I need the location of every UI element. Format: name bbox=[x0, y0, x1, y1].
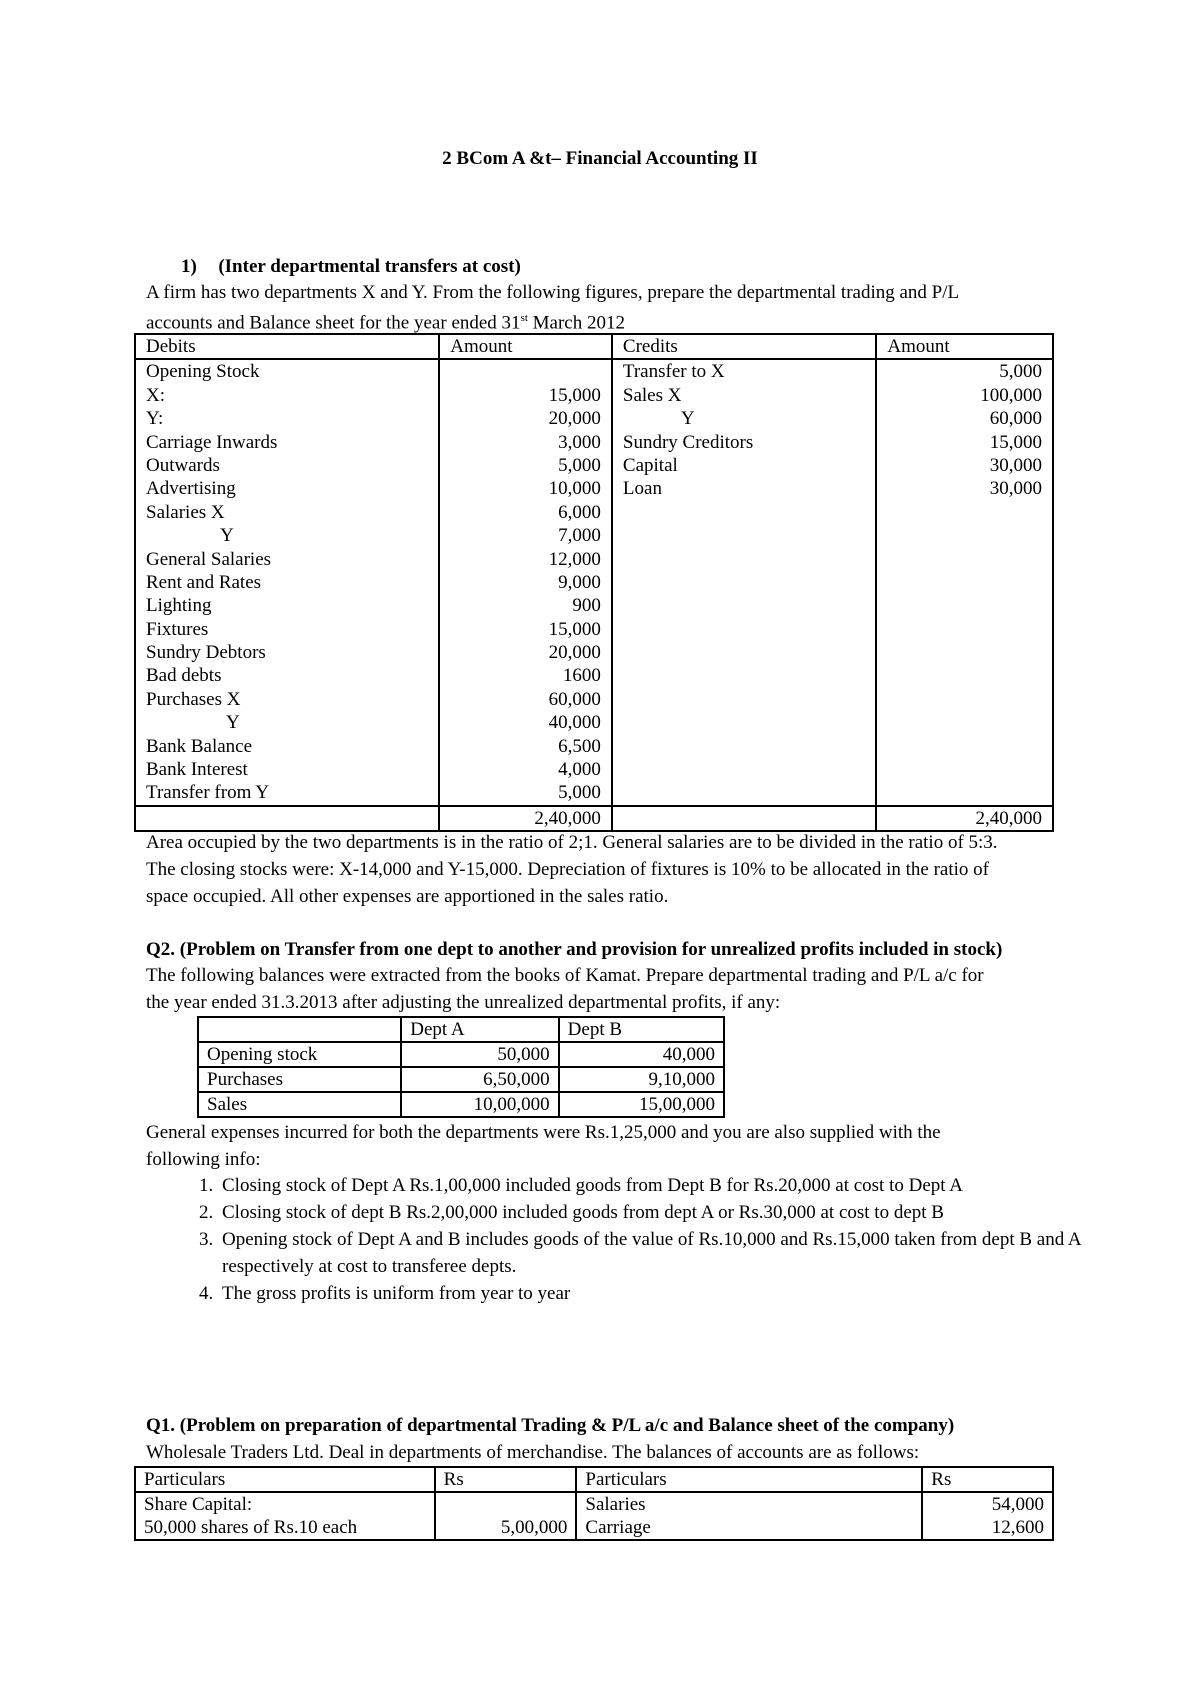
credit-label: Y bbox=[680, 408, 695, 430]
header-rs: Rs bbox=[435, 1467, 577, 1492]
debit-amount: 9,000 bbox=[558, 571, 601, 593]
debit-amount: 5,000 bbox=[558, 782, 601, 804]
credit-amount: 15,000 bbox=[989, 431, 1042, 453]
debit-amount: 40,000 bbox=[548, 712, 601, 734]
debit-amount: 4,000 bbox=[558, 759, 601, 781]
header-blank bbox=[198, 1017, 401, 1042]
total-blank bbox=[612, 806, 876, 831]
row-label: Sales bbox=[198, 1092, 401, 1117]
credit-label: Transfer to X bbox=[622, 361, 725, 383]
row-label: Purchases bbox=[198, 1067, 401, 1092]
list-item: 1. Closing stock of Dept A Rs.1,00,000 included goods from Dept B for Rs.20,000 at cost to Dept A bbox=[218, 1172, 1118, 1199]
header-rs: Rs bbox=[922, 1467, 1053, 1492]
dept-b-value: 40,000 bbox=[559, 1042, 724, 1067]
debit-label: Advertising bbox=[146, 478, 236, 500]
credit-labels bbox=[612, 359, 876, 805]
credit-label: Capital bbox=[622, 454, 678, 476]
credit-amount: 100,000 bbox=[980, 384, 1042, 406]
rs-value bbox=[435, 1492, 577, 1516]
debit-label: Opening Stock bbox=[146, 361, 260, 383]
credit-label: Loan bbox=[622, 478, 662, 500]
particular-label: Salaries bbox=[576, 1492, 922, 1516]
header-dept-b: Dept B bbox=[559, 1017, 724, 1042]
q1-note-line1: Area occupied by the two departments is in the ratio of 2;1. General salaries are to be divided in the ratio of 5:3. bbox=[146, 832, 998, 853]
rs-value: 12,600 bbox=[922, 1516, 1053, 1540]
debit-label: Purchases X bbox=[146, 688, 241, 710]
debit-label: Salaries X bbox=[146, 501, 225, 523]
debit-label: Bank Interest bbox=[146, 759, 248, 781]
table-body-row bbox=[135, 359, 1053, 805]
credit-amount: 60,000 bbox=[989, 408, 1042, 430]
credit-amounts bbox=[876, 359, 1053, 805]
rs-value: 5,00,000 bbox=[435, 1516, 577, 1540]
debit-amount: 5,000 bbox=[558, 454, 601, 476]
rs-value: 54,000 bbox=[922, 1492, 1053, 1516]
total-blank bbox=[135, 806, 439, 831]
q1-heading bbox=[181, 255, 521, 278]
debit-labels bbox=[135, 359, 439, 805]
q1-intro-line1: A firm has two departments X and Y. From the following figures, prepare the departmental trading and P/L bbox=[146, 282, 960, 303]
debit-amount: 15,000 bbox=[548, 618, 601, 640]
total-credit: 2,40,000 bbox=[876, 806, 1053, 831]
debit-amount: 20,000 bbox=[548, 408, 601, 430]
header-particulars: Particulars bbox=[135, 1467, 435, 1492]
list-item: 3. Opening stock of Dept A and B includes goods of the value of Rs.10,000 and Rs.15,000 taken from dept B and A respectively at cost to transferee depts. bbox=[218, 1226, 1118, 1280]
header-amount: Amount bbox=[876, 334, 1053, 359]
header-dept-a: Dept A bbox=[401, 1017, 558, 1042]
debit-label: Fixtures bbox=[146, 618, 209, 640]
debit-label: Transfer from Y bbox=[146, 782, 270, 804]
q1-note-line2: The closing stocks were: X-14,000 and Y-15,000. Depreciation of fixtures is 10% to be allocated in the ratio of bbox=[146, 859, 989, 880]
credit-label: Sales X bbox=[622, 384, 682, 406]
q1-note-line3: space occupied. All other expenses are apportioned in the sales ratio. bbox=[146, 886, 669, 907]
dept-b-value: 15,00,000 bbox=[559, 1092, 724, 1117]
debit-amount: 20,000 bbox=[548, 642, 601, 664]
table-total-row bbox=[135, 806, 1053, 831]
ordinal-suffix: st bbox=[520, 312, 528, 324]
table-row bbox=[198, 1092, 724, 1117]
table-row bbox=[135, 1516, 1053, 1540]
table-header-row bbox=[198, 1017, 724, 1042]
debit-amount: 7,000 bbox=[558, 525, 601, 547]
q2-intro-line2: the year ended 31.3.2013 after adjusting the unrealized departmental profits, if any: bbox=[146, 992, 781, 1013]
dept-a-value: 6,50,000 bbox=[401, 1067, 558, 1092]
debit-amount: 3,000 bbox=[558, 431, 601, 453]
dept-a-value: 10,00,000 bbox=[401, 1092, 558, 1117]
q2-after-line2: following info: bbox=[146, 1149, 261, 1170]
header-amount: Amount bbox=[439, 334, 612, 359]
debit-amount: 1600 bbox=[562, 665, 601, 687]
debit-amount: 10,000 bbox=[548, 478, 601, 500]
table-header-row bbox=[135, 1467, 1053, 1492]
debit-amount: 6,000 bbox=[558, 501, 601, 523]
debit-label: Y bbox=[220, 525, 234, 547]
q1-number: 1) bbox=[181, 256, 197, 277]
q2-heading: Q2. (Problem on Transfer from one dept to another and provision for unrealized profits included in stock) bbox=[146, 939, 1003, 960]
trial-balance-table bbox=[134, 333, 1054, 832]
q2-info-list bbox=[146, 1172, 1118, 1307]
page-title: 2 BCom A &t– Financial Accounting II bbox=[442, 148, 758, 169]
credit-amount: 30,000 bbox=[989, 454, 1042, 476]
debit-label: Bad debts bbox=[146, 665, 222, 687]
table-row bbox=[135, 1492, 1053, 1516]
debit-label: General Salaries bbox=[146, 548, 272, 570]
q2-intro-line1: The following balances were extracted from the books of Kamat. Prepare departmental trading and P/L a/c for bbox=[146, 965, 984, 986]
credit-amount: 5,000 bbox=[999, 361, 1042, 383]
debit-amount: 6,500 bbox=[558, 735, 601, 757]
row-label: Opening stock bbox=[198, 1042, 401, 1067]
q1-intro-line2 bbox=[146, 307, 625, 334]
debit-label: Y bbox=[226, 712, 240, 734]
header-credits: Credits bbox=[612, 334, 876, 359]
q3-heading: Q1. (Problem on preparation of departmental Trading & P/L a/c and Balance sheet of the company) bbox=[146, 1415, 955, 1436]
debit-amount: 15,000 bbox=[548, 384, 601, 406]
credit-amount: 30,000 bbox=[989, 478, 1042, 500]
particular-label: 50,000 shares of Rs.10 each bbox=[135, 1516, 435, 1540]
table-row bbox=[198, 1042, 724, 1067]
debit-amounts bbox=[439, 359, 612, 805]
q1-intro-line2-end: March 2012 bbox=[527, 312, 625, 334]
debit-label: Carriage Inwards bbox=[146, 431, 278, 453]
credit-label: Sundry Creditors bbox=[622, 431, 754, 453]
dept-b-value: 9,10,000 bbox=[559, 1067, 724, 1092]
q1-intro-line2-text: accounts and Balance sheet for the year ended 31 bbox=[146, 312, 521, 334]
debit-label: Lighting bbox=[146, 595, 212, 617]
list-item: 2. Closing stock of dept B Rs.2,00,000 included goods from dept A or Rs.30,000 at cost to dept B bbox=[218, 1199, 1118, 1226]
total-debit: 2,40,000 bbox=[439, 806, 612, 831]
q3-intro: Wholesale Traders Ltd. Deal in departments of merchandise. The balances of accounts are as follows: bbox=[146, 1442, 920, 1463]
dept-a-value: 50,000 bbox=[401, 1042, 558, 1067]
debit-label: X: bbox=[146, 384, 165, 406]
dept-balances-table bbox=[197, 1016, 725, 1118]
debit-amount: 60,000 bbox=[548, 688, 601, 710]
header-debits: Debits bbox=[135, 334, 439, 359]
debit-label: Outwards bbox=[146, 454, 220, 476]
table-row bbox=[198, 1067, 724, 1092]
debit-label: Y: bbox=[146, 408, 164, 430]
debit-amount bbox=[450, 360, 601, 383]
particular-label: Share Capital: bbox=[135, 1492, 435, 1516]
debit-label: Bank Balance bbox=[146, 735, 253, 757]
debit-amount: 12,000 bbox=[548, 548, 601, 570]
table-header-row bbox=[135, 334, 1053, 359]
particular-label: Carriage bbox=[576, 1516, 922, 1540]
debit-label: Rent and Rates bbox=[146, 571, 262, 593]
wholesale-traders-table bbox=[134, 1466, 1054, 1541]
debit-amount: 900 bbox=[572, 595, 601, 617]
debit-label: Sundry Debtors bbox=[146, 642, 266, 664]
q2-after-line1: General expenses incurred for both the departments were Rs.1,25,000 and you are also supplied with the bbox=[146, 1122, 941, 1143]
q1-heading-text: (Inter departmental transfers at cost) bbox=[218, 256, 521, 277]
header-particulars: Particulars bbox=[576, 1467, 922, 1492]
list-item: 4. The gross profits is uniform from year to year bbox=[218, 1280, 1118, 1307]
